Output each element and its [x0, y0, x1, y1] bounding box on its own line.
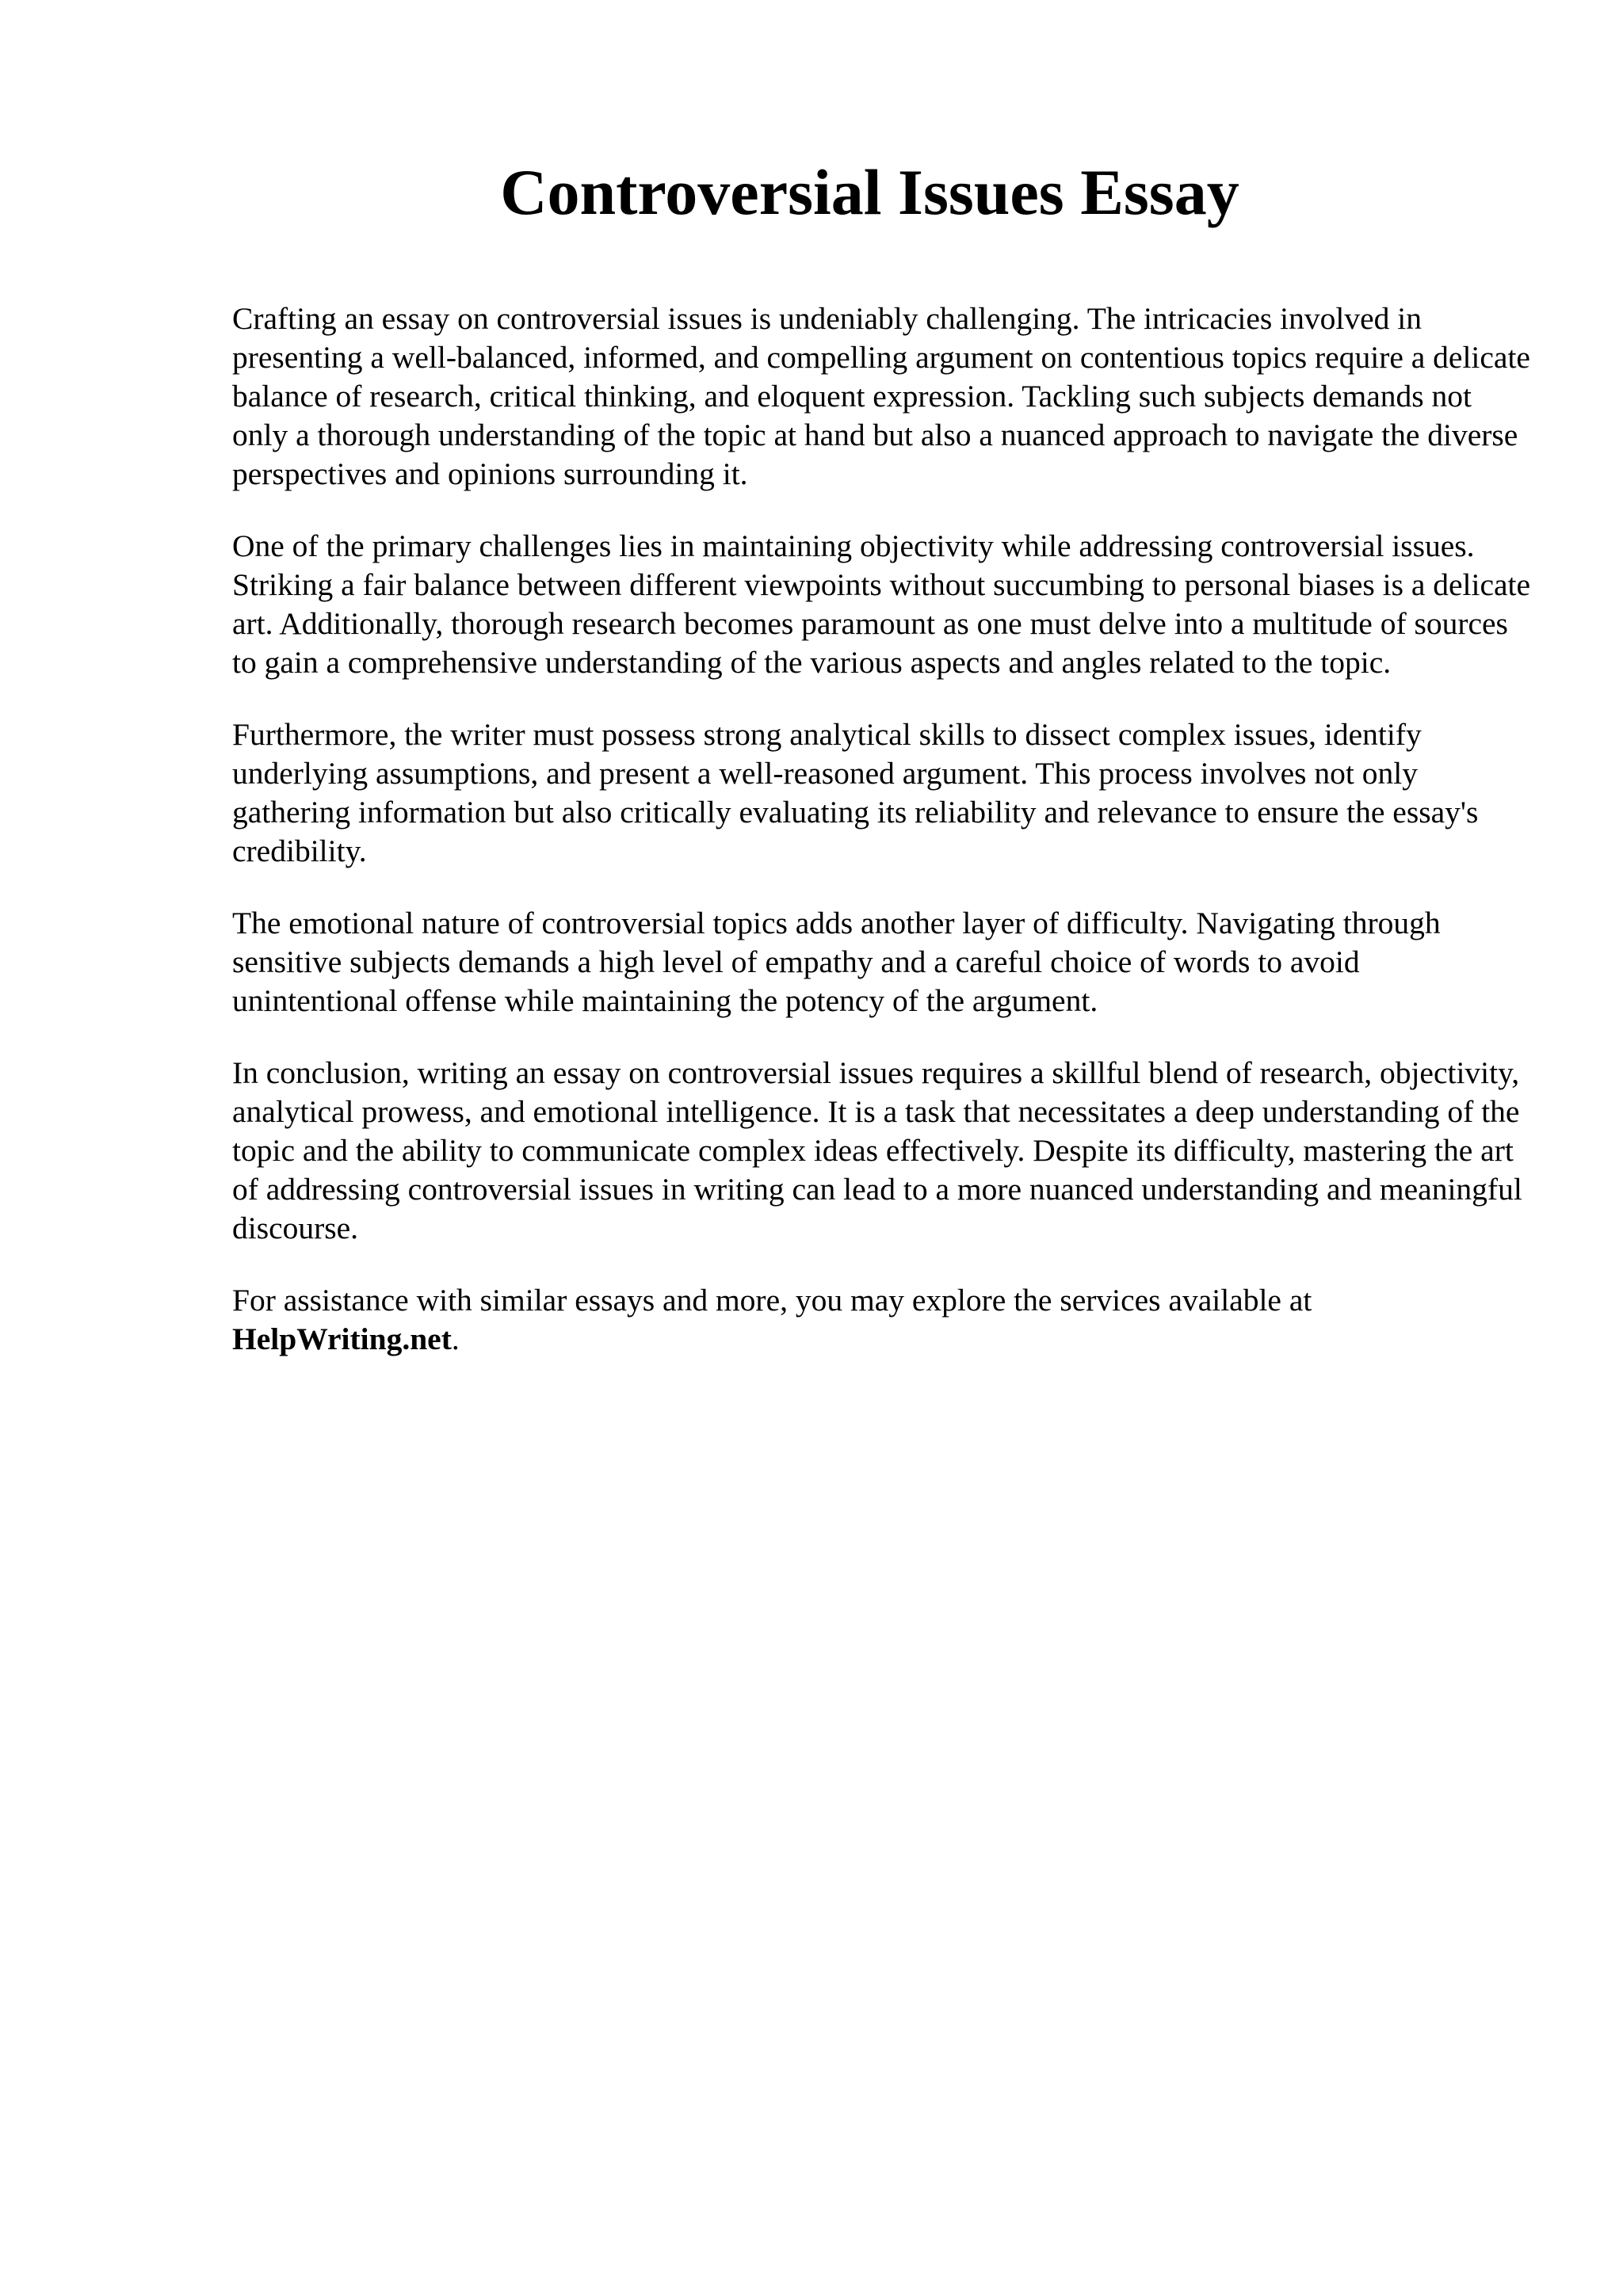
paragraph: The emotional nature of controversial topics adds another layer of difficulty. Navigating through sensitive subjects demands a high level of empathy and a careful choice of words to avoid unintentional offense while maintaining the potency of the argument.: [232, 906, 1441, 1018]
paragraph: Furthermore, the writer must possess strong analytical skills to dissect complex issues, identify underlying assumptions, and present a well-reasoned argument. This process involves not only gathering information but also critically evaluating its reliability and relevance to ensure the essay's credibility.: [232, 717, 1479, 868]
paragraph: One of the primary challenges lies in maintaining objectivity while addressing controversial issues. Striking a fair balance between different viewpoints without succumbing to personal biases is a delicate art. Additionally, thorough research becomes paramount as one must delve into a multitude of sources to gain a comprehensive understanding of the various aspects and angles related to the topic.: [232, 528, 1531, 680]
closing-paragraph: [232, 1281, 1532, 1359]
closing-period: .: [451, 1322, 460, 1356]
essay-body: [232, 299, 1532, 1392]
closing-text: For assistance with similar essays and more, you may explore the services available at: [232, 1283, 1312, 1318]
page-title: Controversial Issues Essay: [500, 156, 1239, 228]
helpwriting-link[interactable]: HelpWriting.net: [232, 1322, 452, 1356]
paragraph: Crafting an essay on controversial issues is undeniably challenging. The intricacies involved in presenting a well-balanced, informed, and compelling argument on contentious topics require a delicate balance of research, critical thinking, and eloquent expression. Tackling such subjects demands not only a thorough understanding of the topic at hand but also a nuanced approach to navigate the diverse perspectives and opinions surrounding it.: [232, 301, 1530, 491]
paragraph: In conclusion, writing an essay on controversial issues requires a skillful blend of research, objectivity, analytical prowess, and emotional intelligence. It is a task that necessitates a deep understanding of the topic and the ability to communicate complex ideas effectively. Despite its difficulty, mastering the art of addressing controversial issues in writing can lead to a more nuanced understanding and meaningful discourse.: [232, 1055, 1522, 1245]
